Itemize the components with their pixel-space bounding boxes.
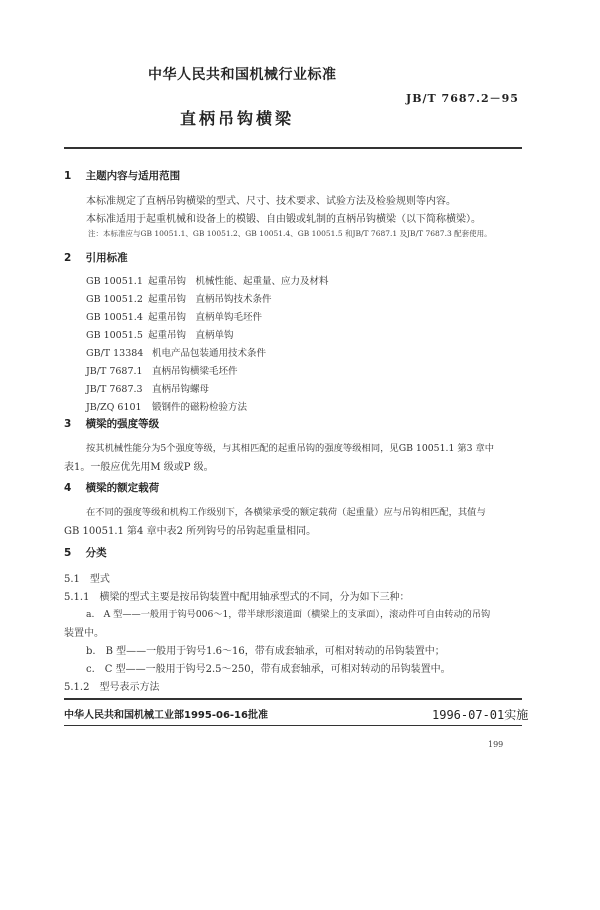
paragraph: GB 10051.1 第4 章中表2 所列钩号的吊钩起重量相同。 bbox=[64, 526, 317, 537]
paragraph: 在不同的强度等级和机构工作级别下，各横梁承受的额定载荷（起重量）应与吊钩相匹配，其值与 bbox=[86, 507, 486, 518]
header-divider bbox=[64, 147, 522, 149]
subsection-heading: 5.1 型式 bbox=[64, 574, 110, 585]
section-title: 引用标准 bbox=[85, 252, 128, 264]
paragraph: 本标准适用于起重机械和设备上的模锻、自由锻或轧制的直柄吊钩横梁（以下简称横梁）。 bbox=[86, 214, 481, 225]
footer-divider bbox=[64, 698, 522, 700]
paragraph: 按其机械性能分为5个强度等级，与其相匹配的起重吊钩的强度等级相同，见GB 10051.1 第3 章中 bbox=[86, 443, 495, 454]
paragraph: 本标准规定了直柄吊钩横梁的型式、尺寸、技术要求、试验方法及检验规则等内容。 bbox=[86, 196, 456, 207]
list-item bbox=[86, 273, 329, 287]
effective-date: 1996-07-01实施 bbox=[432, 708, 529, 722]
section-3-heading bbox=[64, 416, 159, 431]
list-item: a. A 型——一般用于钩号006～1，带半球形滚道面（横梁上的支承面），滚动件可自由转动的吊钩 bbox=[86, 609, 491, 620]
reference-name: 起重吊钩 直柄单钩 bbox=[148, 330, 234, 341]
section-1-heading bbox=[64, 168, 180, 183]
section-number: 2 bbox=[64, 252, 72, 264]
reference-name: 起重吊钩 直柄单钩毛坯件 bbox=[148, 312, 263, 323]
section-2-heading bbox=[64, 250, 128, 265]
section-title: 横梁的额定载荷 bbox=[85, 482, 160, 494]
list-item bbox=[86, 327, 234, 341]
note: 注：本标准应与GB 10051.1、GB 10051.2、GB 10051.4、GB 10051.5 和JB/T 7687.1 及JB/T 7687.3 配套使用。 bbox=[88, 229, 492, 238]
reference-code: GB/T 13384 bbox=[86, 348, 144, 359]
page-title: 直柄吊钩横梁 bbox=[180, 109, 295, 128]
list-item bbox=[86, 381, 209, 395]
list-item bbox=[86, 363, 238, 377]
reference-code: GB 10051.5 bbox=[86, 330, 143, 341]
section-number: 1 bbox=[64, 170, 72, 182]
list-item bbox=[86, 399, 247, 413]
reference-code: JB/T 7687.1 bbox=[86, 366, 143, 377]
reference-code: JB/ZQ 6101 bbox=[86, 402, 142, 413]
reference-name: 起重吊钩 机械性能、起重量、应力及材料 bbox=[148, 276, 329, 287]
reference-name: 起重吊钩 直柄吊钩技术条件 bbox=[148, 294, 272, 305]
section-title: 横梁的强度等级 bbox=[85, 418, 160, 430]
reference-name: 锻钢件的磁粉检验方法 bbox=[152, 402, 248, 413]
approval-line: 中华人民共和国机械工业部1995-06-16批准 bbox=[64, 710, 268, 721]
list-item bbox=[86, 291, 272, 305]
list-item: 装置中。 bbox=[64, 628, 104, 639]
reference-code: GB 10051.2 bbox=[86, 294, 143, 305]
org-title: 中华人民共和国机械行业标准 bbox=[148, 67, 337, 83]
list-item bbox=[86, 309, 262, 323]
reference-name: 直柄吊钩横梁毛坯件 bbox=[152, 366, 238, 377]
section-4-heading bbox=[64, 480, 159, 495]
page-number: 199 bbox=[488, 740, 504, 749]
list-item bbox=[86, 345, 266, 359]
reference-code: JB/T 7687.3 bbox=[86, 384, 143, 395]
footer-divider-bottom bbox=[64, 725, 522, 726]
section-title: 主题内容与适用范围 bbox=[85, 170, 181, 182]
paragraph: 表1。一般应优先用M 级或P 级。 bbox=[64, 462, 214, 473]
section-number: 4 bbox=[64, 482, 72, 494]
reference-name: 机电产品包装通用技术条件 bbox=[152, 348, 267, 359]
section-title: 分类 bbox=[85, 547, 107, 559]
section-number: 5 bbox=[64, 547, 72, 559]
list-item: b. B 型——一般用于钩号1.6～16，带有成套轴承，可相对转动的吊钩装置中； bbox=[86, 646, 445, 657]
paragraph: 5.1.1 横梁的型式主要是按吊钩装置中配用轴承型式的不同，分为如下三种： bbox=[64, 592, 410, 603]
reference-name: 直柄吊钩螺母 bbox=[152, 384, 210, 395]
section-5-heading bbox=[64, 545, 107, 560]
subsection-heading: 5.1.2 型号表示方法 bbox=[64, 682, 160, 693]
section-number: 3 bbox=[64, 418, 72, 430]
reference-code: GB 10051.4 bbox=[86, 312, 143, 323]
list-item: c. C 型——一般用于钩号2.5～250，带有成套轴承，可相对转动的吊钩装置中。 bbox=[86, 664, 451, 675]
reference-code: GB 10051.1 bbox=[86, 276, 143, 287]
standard-number: JB/T 7687.2－95 bbox=[406, 92, 519, 105]
